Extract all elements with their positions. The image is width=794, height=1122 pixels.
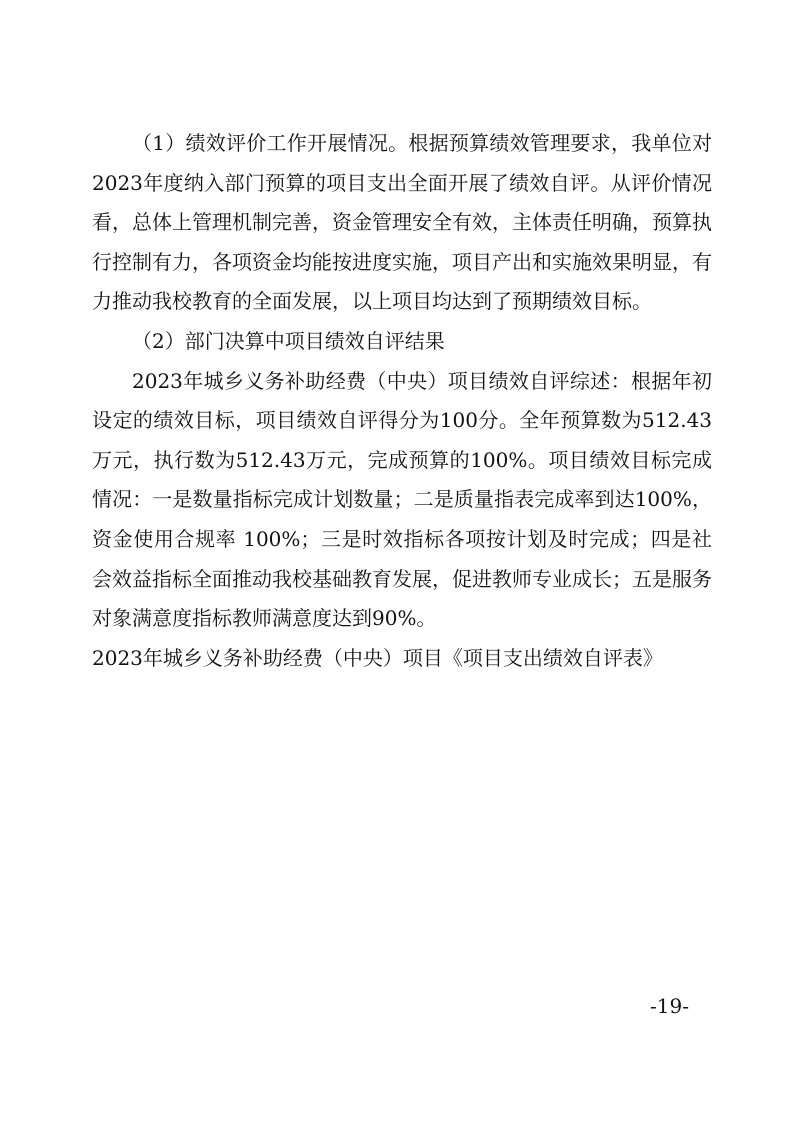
document-body: [92, 124, 712, 678]
paragraph-project-summary: 2023年城乡义务补助经费（中央）项目绩效自评综述：根据年初设定的绩效目标，项目绩效自评得分为100分。全年预算数为512.43万元，执行数为512.43万元，完成预算的100%。项目绩效目标完成情况：一是数量指标完成计划数量；二是质量指表完成率到达100%，资金使用合规率 100%；三是时效指标各项按计划及时完成；四是社会效益指标全面推动我校基础教育发展，促进教师专业成长；五是服务对象满意度指标教师满意度达到90%。: [92, 368, 712, 631]
paragraph-performance-evaluation: （1）绩效评价工作开展情况。根据预算绩效管理要求，我单位对2023年度纳入部门预算的项目支出全面开展了绩效自评。从评价情况看，总体上管理机制完善，资金管理安全有效，主体责任明确，预算执行控制有力，各项资金均能按进度实施，项目产出和实施效果明显，有力推动我校教育的全面发展，以上项目均达到了预期绩效目标。: [92, 131, 712, 314]
section-heading-self-evaluation-results: （2）部门决算中项目绩效自评结果: [132, 328, 445, 353]
paragraph-table-title: 2023年城乡义务补助经费（中央）项目《项目支出绩效自评表》: [92, 645, 663, 670]
page-number: -19-: [650, 994, 689, 1018]
